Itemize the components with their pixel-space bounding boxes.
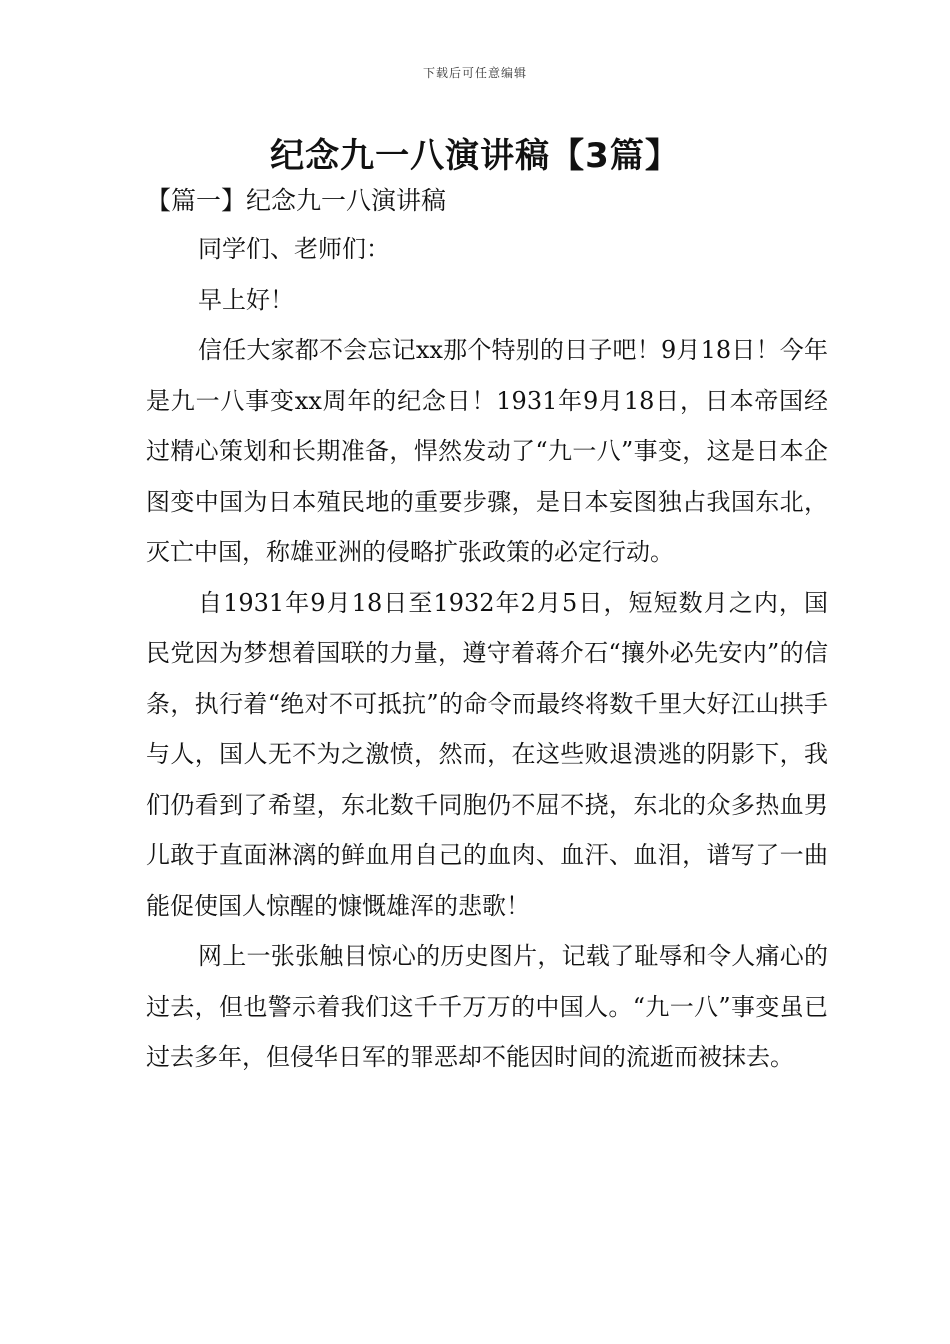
document-body bbox=[146, 224, 828, 1083]
section-heading: 【篇一】纪念九一八演讲稿 bbox=[146, 186, 447, 215]
paragraph-good-morning: 早上好！ bbox=[198, 285, 294, 314]
paragraph-history: 自1931年9月18日至1932年2月5日，短短数月之内，国民党因为梦想着国联的力量，遵守着蒋介石“攘外必先安内”的信条，执行着“绝对不可抵抗”的命令而最终将数千里大好江山拱手与人，国人无不为之激愤，然而，在这些败退溃逃的阴影下，我们仍看到了希望，东北数千同胞仍不屈不挠，东北的众多热血男儿敢于直面淋漓的鲜血用自己的血肉、血汗、血泪，谱写了一曲能促使国人惊醒的慷慨雄浑的悲歌！ bbox=[146, 588, 828, 920]
paragraph-greeting: 同学们、老师们： bbox=[198, 235, 390, 263]
paragraph-intro: 信任大家都不会忘记xx那个特别的日子吧！9月18日！今年是九一八事变xx周年的纪念日！1931年9月18日，日本帝国经过精心策划和长期准备，悍然发动了“九一八”事变，这是日本企图变中国为日本殖民地的重要步骤，是日本妄图独占我国东北，灭亡中国，称雄亚洲的侵略扩张政策的必定行动。 bbox=[146, 336, 828, 566]
header-note: 下载后可任意编辑 bbox=[422, 66, 527, 80]
document-title: 纪念九一八演讲稿【3篇】 bbox=[270, 136, 680, 176]
paragraph-reflection: 网上一张张触目惊心的历史图片，记载了耻辱和令人痛心的过去，但也警示着我们这千千万万的中国人。“九一八”事变虽已过去多年，但侵华日军的罪恶却不能因时间的流逝而被抹去。 bbox=[146, 942, 828, 1071]
